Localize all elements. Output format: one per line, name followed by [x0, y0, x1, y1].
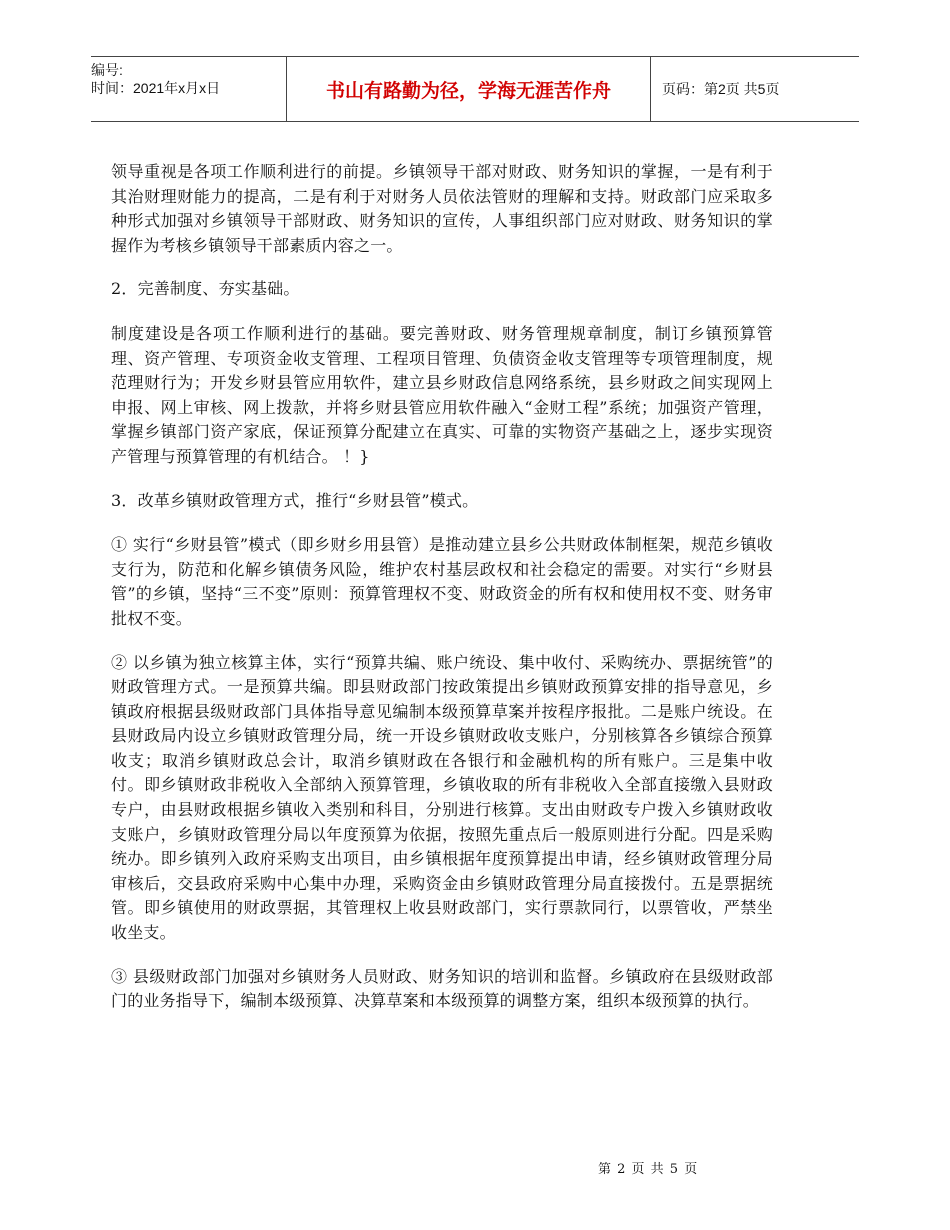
paragraph-leadership: 领导重视是各项工作顺利进行的前提。乡镇领导干部对财政、财务知识的掌握，一是有利于其治财理财能力的提高，二是有利于对财务人员依法管财的理解和支持。财政部门应采取多种形式加强对乡镇领导干部财政、财务知识的宣传，人事组织部门应对财政、财务知识的掌握作为考核乡镇领导干部素质内容之一。: [111, 162, 773, 255]
document-time-label: 时间：2021年x月x日: [91, 80, 221, 96]
paragraph-item-3: ③ 县级财政部门加强对乡镇财务人员财政、财务知识的培训和监督。乡镇政府在县级财政部门的业务指导下，编制本级预算、决算草案和本级预算的调整方案，组织本级预算的执行。: [111, 966, 773, 1011]
paragraph-item-1: ① 实行“乡财县管”模式（即乡财乡用县管）是推动建立县乡公共财政体制框架，规范乡镇收支行为，防范和化解乡镇债务风险，维护农村基层政权和社会稳定的需要。对实行“乡财县管”的乡镇，坚持“三不变”原则：预算管理权不变、财政资金的所有权和使用权不变、财务审批权不变。: [111, 535, 773, 628]
paragraph-system-building: 制度建设是各项工作顺利进行的基础。要完善财政、财务管理规章制度，制订乡镇预算管理、资产管理、专项资金收支管理、工程项目管理、负债资金收支管理等专项管理制度，规范理财行为；开发乡财县管应用软件，建立县乡财政信息网络系统，县乡财政之间实现网上申报、网上审核、网上拨款，并将乡财县管应用软件融入“金财工程”系统；加强资产管理，掌握乡镇部门资产家底，保证预算分配建立在真实、可靠的实物资产基础之上，逐步实现资产管理与预算管理的有机结合。 ！}: [111, 323, 773, 466]
page-header: [91, 56, 859, 122]
heading-3: 3．改革乡镇财政管理方式，推行“乡财县管”模式。: [111, 490, 479, 510]
header-meta: [91, 57, 286, 125]
heading-2: 2．完善制度、夯实基础。: [111, 279, 300, 299]
page-footer: 第 2 页 共 5 页: [598, 1162, 699, 1177]
header-motto: 书山有路勤为径，学海无涯苦作舟: [286, 57, 651, 121]
header-page-label: 页码：第2页 共5页: [662, 81, 780, 97]
document-number-label: 编号:: [91, 62, 123, 78]
document-body: [111, 160, 773, 1033]
paragraph-item-2: ② 以乡镇为独立核算主体，实行“预算共编、账户统设、集中收付、采购统办、票据统管”的财政管理方式。一是预算共编。即县财政部门按政策提出乡镇财政预算安排的指导意见，乡镇政府根据县级财政部门具体指导意见编制本级预算草案并按程序报批。二是账户统设。在县财政局内设立乡镇财政管理分局，统一开设乡镇财政收支账户，分别核算各乡镇综合预算收支；取消乡镇财政总会计，取消乡镇财政在各银行和金融机构的所有账户。三是集中收付。即乡镇财政非税收入全部纳入预算管理，乡镇收取的所有非税收入全部直接缴入县财政专户，由县财政根据乡镇收入类别和科目，分别进行核算。支出由财政专户拨入乡镇财政收支账户，乡镇财政管理分局以年度预算为依据，按照先重点后一般原则进行分配。四是采购统办。即乡镇列入政府采购支出项目，由乡镇根据年度预算提出申请，经乡镇财政管理分局审核后，交县政府采购中心集中办理，采购资金由乡镇财政管理分局直接拨付。五是票据统管。即乡镇使用的财政票据，其管理权上收县财政部门，实行票款同行，以票管收，严禁坐收坐支。: [111, 652, 773, 943]
